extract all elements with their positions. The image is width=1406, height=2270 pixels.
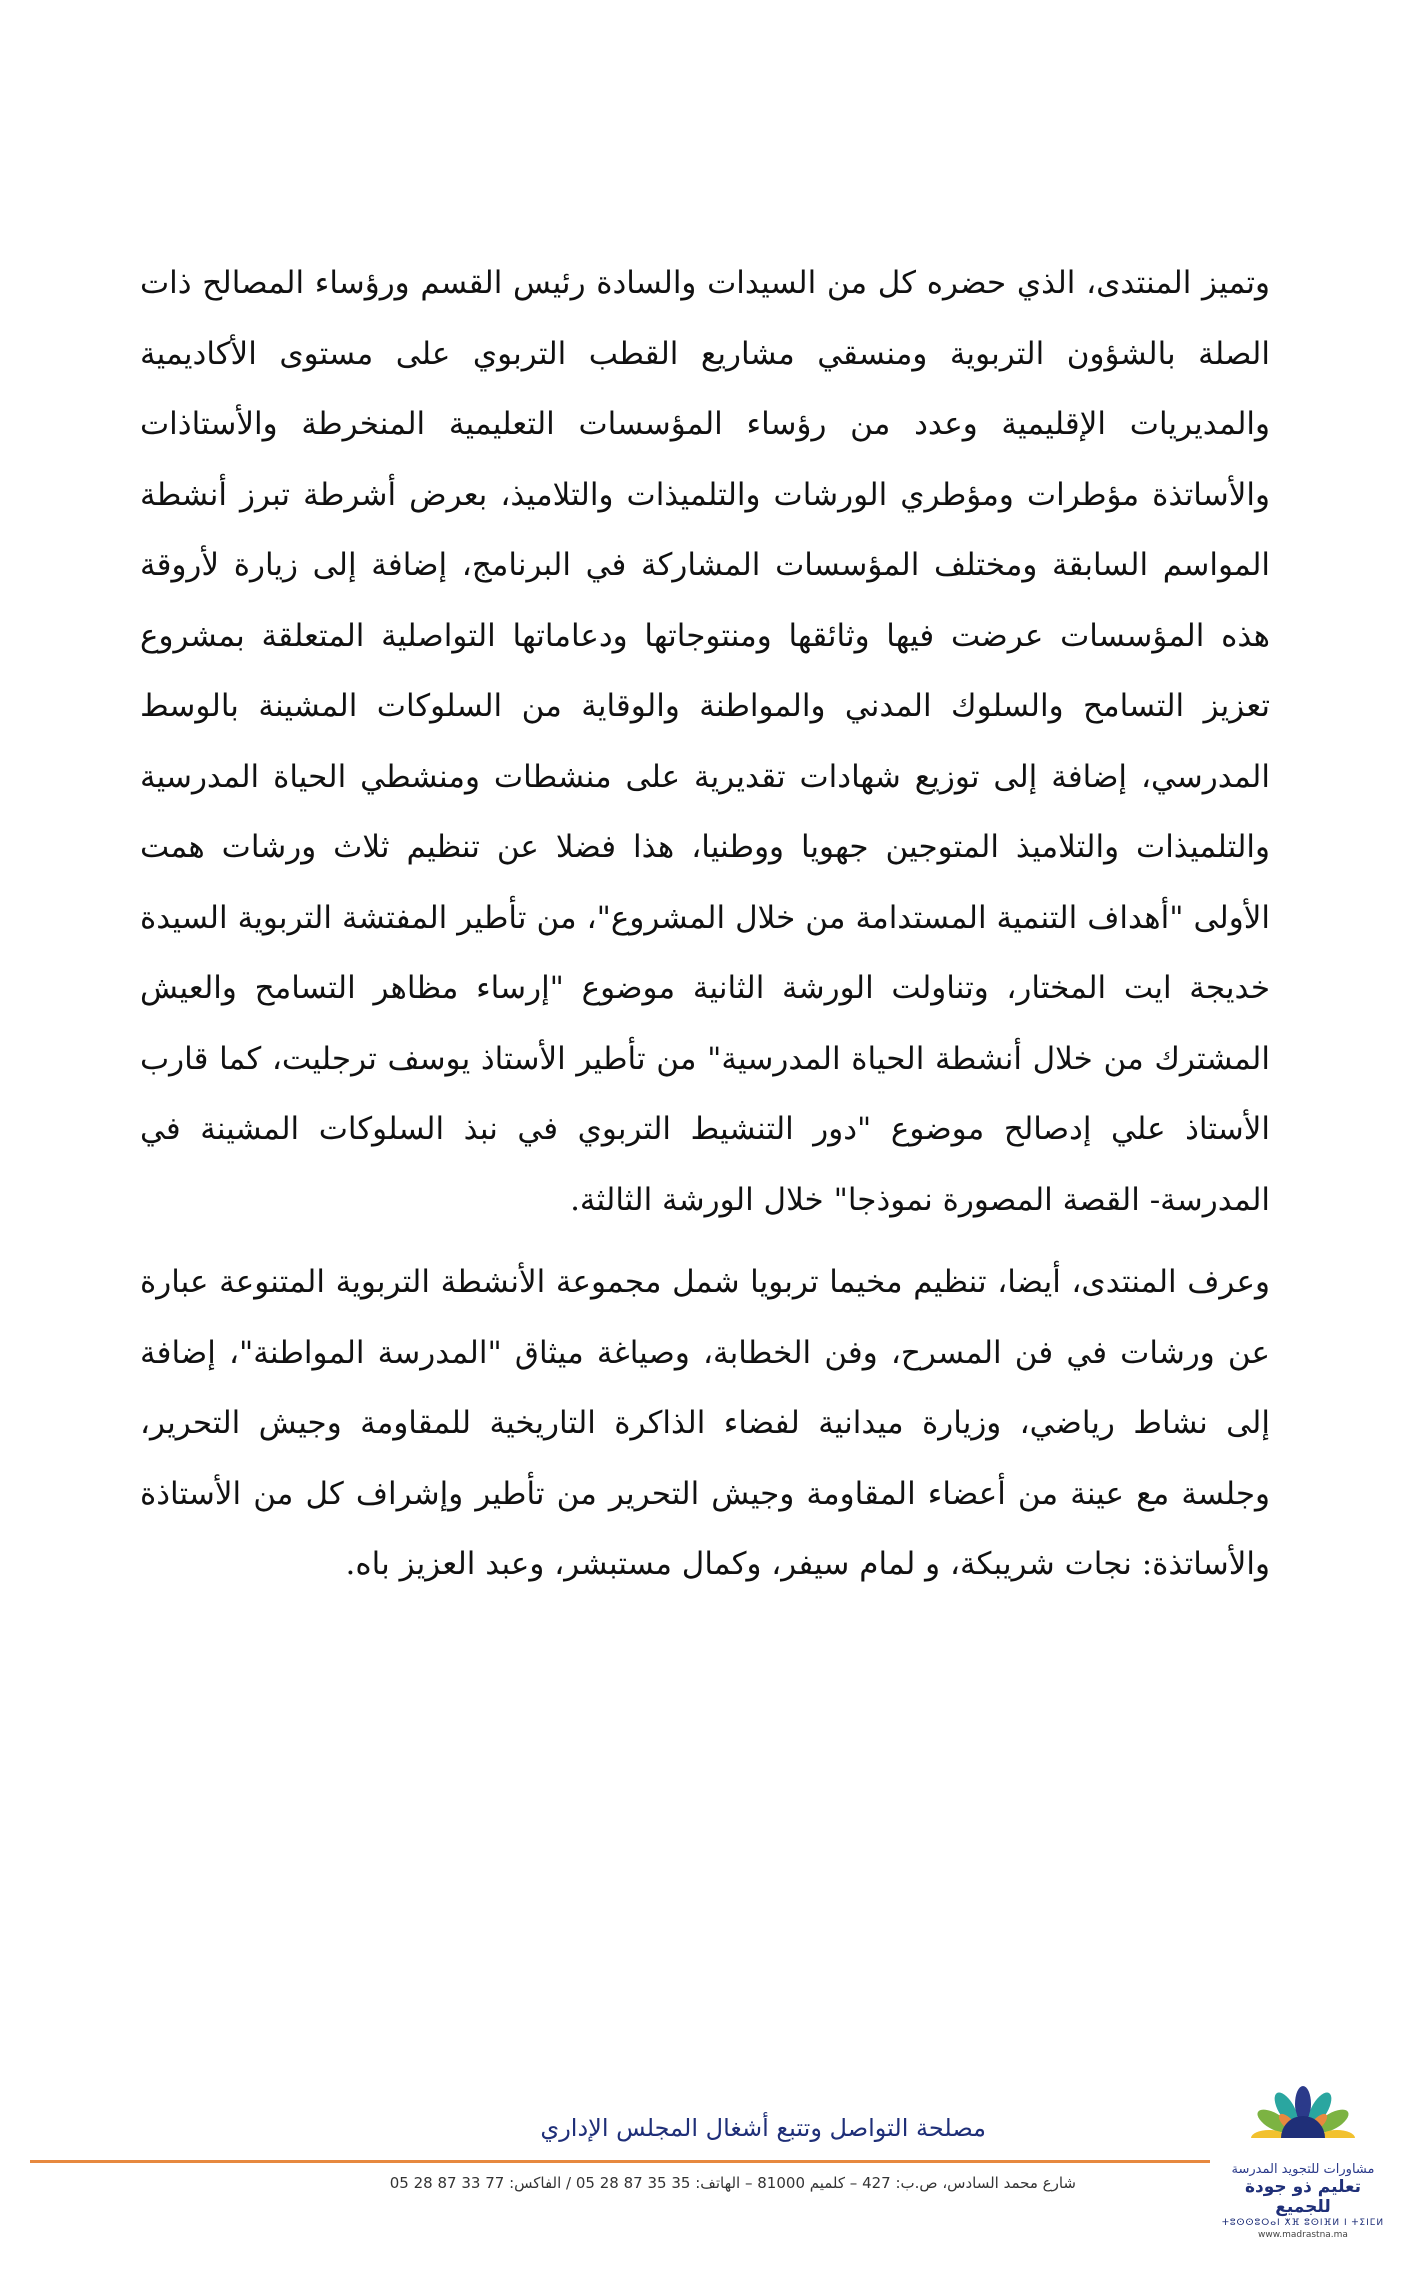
paragraph-2: وعرف المنتدى، أيضا، تنظيم مخيما تربويا شمل مجموعة الأنشطة التربوية المتنوعة عبارة عن ورشات في فن المسرح، وفن الخطابة، وصياغة ميثاق "المدرسة المواطنة"، إضافة إلى نشاط رياضي، وزيارة ميدانية لفضاء الذاكرة التاريخية للمقاومة وجيش التحرير، وجلسة مع عينة من أعضاء المقاومة وجيش التحرير من تأطير وإشراف كل من الأستاذة والأساتذة: نجات شريبكة، و لمام سيفر، وكمال مستبشر، وعبد العزيز باه. [140,1264,1270,1582]
footer-title: مصلحة التواصل وتتبع أشغال المجلس الإداري [540,2114,986,2142]
sun-flower-icon [1248,2080,1358,2164]
logo-tifinagh-text: ⵜⵓⵙⵙⵓⵔⴰⵏ ⵅⴼ ⵓⵙⵏⴼⵍ ⵏ ⵜⵉⵏⵎⵍ [1221,2218,1385,2228]
paragraph-1: وتميز المنتدى، الذي حضره كل من السيدات والسادة رئيس القسم ورؤساء المصالح ذات الصلة بالشؤون التربوية ومنسقي مشاريع القطب التربوي على مستوى الأكاديمية والمديريات الإقليمية وعدد من رؤساء المؤسسات التعليمية المنخرطة والأستاذات والأساتذة مؤطرات ومؤطري الورشات والتلميذات والتلاميذ، بعرض أشرطة تبرز أنشطة المواسم السابقة ومختلف المؤسسات المشاركة في البرنامج، إضافة إلى زيارة لأروقة هذه المؤسسات عرضت فيها وثائقها ومنتوجاتها ودعاماتها التواصلية المتعلقة بمشروع تعزيز التسامح والسلوك المدني والمواطنة والوقاية من السلوكات المشينة بالوسط المدرسي، إضافة إلى توزيع شهادات تقديرية على منشطات ومنشطي الحياة المدرسية والتلميذات والتلاميذ المتوجين جهويا ووطنيا، هذا فضلا عن تنظيم ثلاث ورشات همت الأولى "أهداف التنمية المستدامة من خلال المشروع"، من تأطير المفتشة التربوية السيدة خديجة ايت المختار، وتناولت الورشة الثانية موضوع "إرساء مظاهر التسامح والعيش المشترك من خلال أنشطة الحياة المدرسية" من تأطير الأستاذ يوسف ترجليت، كما قارب الأستاذ علي إدصالح موضوع "دور التنشيط التربوي في نبذ السلوكات المشينة في المدرسة- القصة المصورة نموذجا" خلال الورشة الثالثة. [140,265,1270,1218]
madrastna-logo [1218,2080,1388,2250]
document-body [140,248,1270,1612]
footer-divider [30,2160,1210,2163]
logo-tagline: مشاورات للتجويد المدرسة [1231,2162,1375,2177]
footer-contact-info: شارع محمد السادس، ص.ب: 427 – كلميم 81000 – الهاتف: 35 35 87 28 05 / الفاكس: 77 33 87 28 05 [389,2174,1076,2192]
logo-slogan: تعليم ذو جودة للجميع [1245,2177,1361,2217]
page-footer [0,2070,1406,2270]
logo-website: www.madrastna.ma [1258,2230,1348,2240]
